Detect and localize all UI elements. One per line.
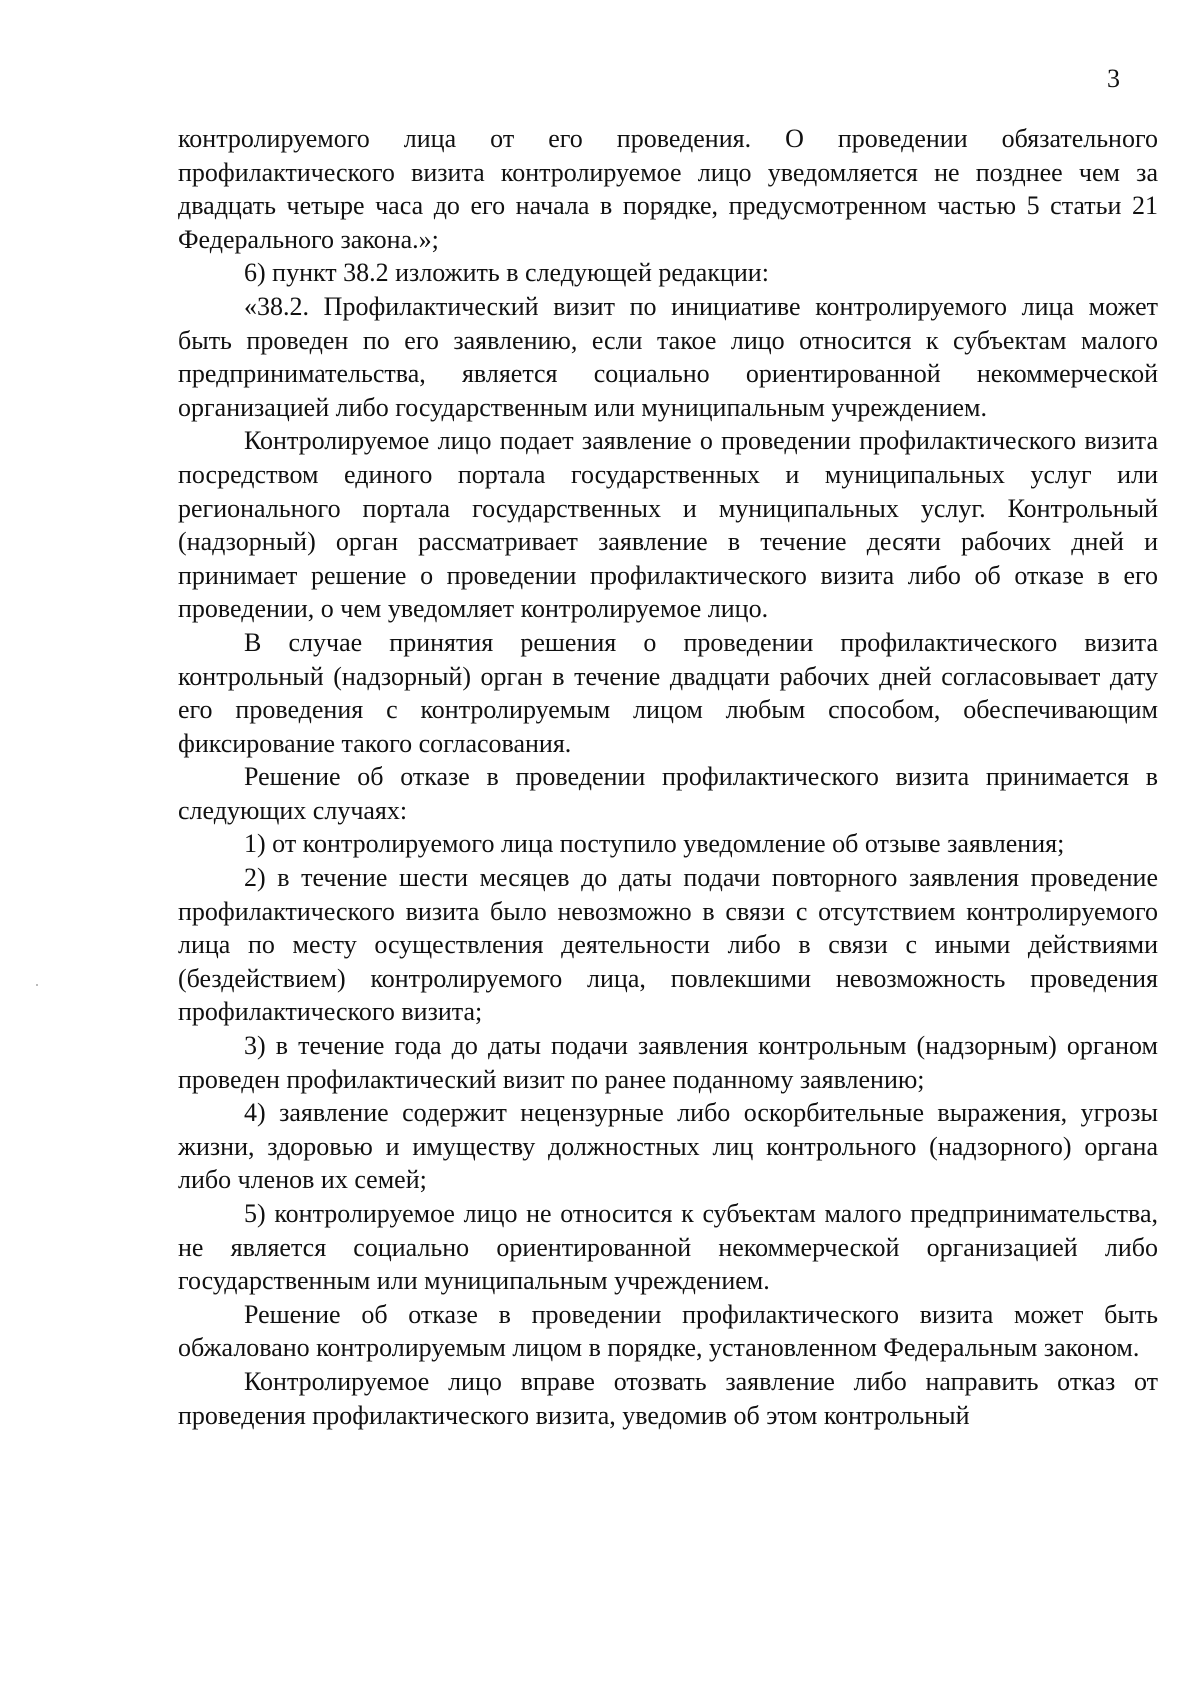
list-item-refusal-3: 3) в течение года до даты подачи заявления контрольным (надзорным) органом проведен профилактический визит по ранее поданному заявлению;: [178, 1031, 1158, 1094]
paragraph-date-agreement: В случае принятия решения о проведении профилактического визита контрольный (надзорный) орган в течение двадцати рабочих дней согласовывает дату его проведения с контролируемым лицом любым способом, обеспечивающим фиксирование такого согласования.: [178, 627, 1158, 758]
list-item-refusal-4: 4) заявление содержит нецензурные либо оскорбительные выражения, угрозы жизни, здоровью и имуществу должностных лиц контрольного (надзорного) органа либо членов их семей;: [178, 1098, 1158, 1195]
paragraph-refusal-cases-intro: Решение об отказе в проведении профилактического визита принимается в следующих случаях:: [178, 762, 1158, 825]
paragraph-continuation: контролируемого лица от его проведения. О проведении обязательного профилактического визита контролируемое лицо уведомляется не позднее чем за двадцать четыре часа до его начала в порядке, предусмотренном частью 5 статьи 21 Федерального закона.»;: [178, 124, 1158, 254]
paragraph-clause-38-2: «38.2. Профилактический визит по инициативе контролируемого лица может быть проведен по его заявлению, если такое лицо относится к субъектам малого предпринимательства, является социально ориентированной некоммерческой организацией либо государственным или муниципальным учреждением.: [178, 291, 1158, 422]
list-item-refusal-1: 1) от контролируемого лица поступило уведомление об отзыве заявления;: [244, 829, 1065, 859]
list-item-refusal-2: 2) в течение шести месяцев до даты подачи повторного заявления проведение профилактического визита было невозможно в связи с отсутствием контролируемого лица по месту осуществления деятельности либо в связи с иными действиями (бездействием) контролируемого лица, повлекшими невозможность проведения профилактического визита;: [178, 863, 1158, 1027]
paragraph-appeal: Решение об отказе в проведении профилактического визита может быть обжаловано контролируемым лицом в порядке, установленном Федеральным законом.: [178, 1299, 1158, 1363]
paragraph-withdrawal: Контролируемое лицо вправе отозвать заявление либо направить отказ от проведения профилактического визита, уведомив об этом контрольный: [178, 1366, 1158, 1430]
list-item-refusal-5: 5) контролируемое лицо не относится к субъектам малого предпринимательства, не является социально ориентированной некоммерческой организацией либо государственным или муниципальным учреждением.: [178, 1199, 1158, 1296]
paragraph-application-procedure: Контролируемое лицо подает заявление о проведении профилактического визита посредством единого портала государственных и муниципальных услуг или регионального портала государственных и муниципальных услуг. Контрольный (надзорный) орган рассматривает заявление в течение десяти рабочих дней и принимает решение о проведении профилактического визита либо об отказе в его проведении, о чем уведомляет контролируемое лицо.: [178, 426, 1158, 624]
document-body: [178, 122, 1158, 1432]
paragraph-amendment-item-6: 6) пункт 38.2 изложить в следующей редакции:: [244, 258, 769, 288]
page-number: 3: [1107, 64, 1120, 93]
scan-speck: [36, 984, 38, 986]
